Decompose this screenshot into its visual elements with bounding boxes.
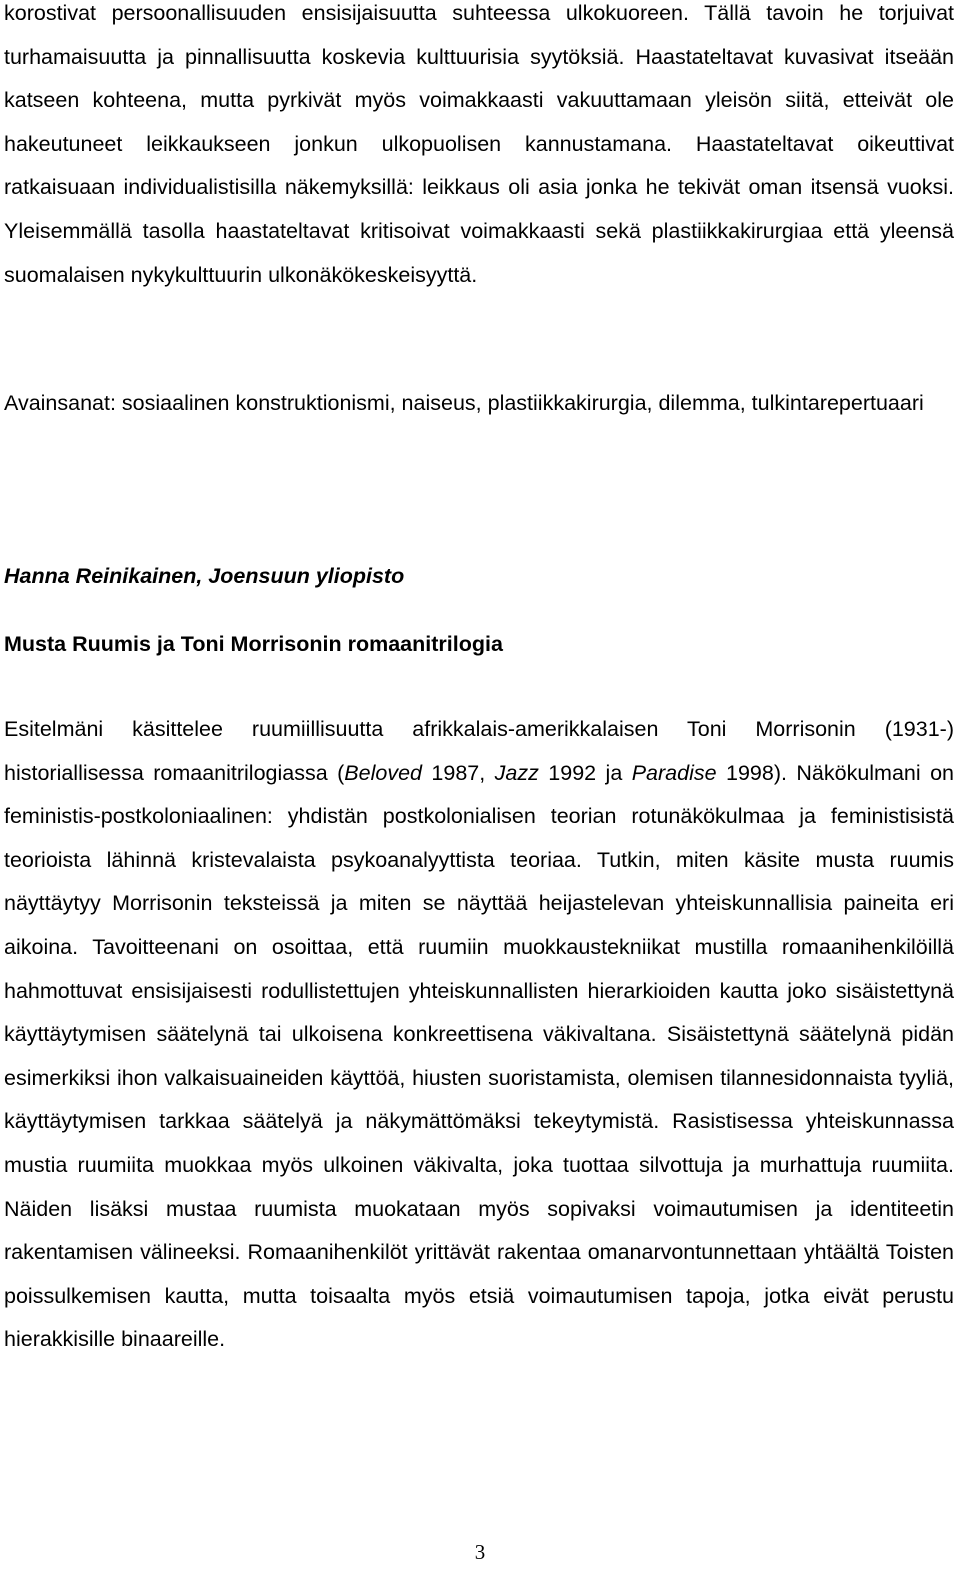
work-title-beloved: Beloved: [344, 760, 422, 785]
body-text-2: 1987,: [421, 760, 495, 785]
body-paragraph: [4, 708, 954, 1362]
body-text-4: 1998). Näkökulmani on feministis-postkoloniaalinen: yhdistän postkolonialisen teorian rotunäkökulmaa ja feministisistä teorioista lähinnä kristevalaista psykoanalyyttista teoriaa. Tutkin, miten käsite musta ruumis näyttäytyy Morrisonin teksteissä ja miten se näyttää heijastelevan yhteiskunnallisia paineita eri aikoina. Tavoitteenani on osoittaa, että ruumiin muokkaustekniikat mustilla romaanihenkilöillä hahmottuvat ensisijaisesti rodullistettujen yhteiskunnallisten hierarkioiden kautta joko sisäistettynä käyttäytymisen säätelynä tai ulkoisena konkreettisena väkivaltana. Sisäistettynä säätelynä pidän esimerkiksi ihon valkaisuaineiden käyttöä, hiusten suoristamista, olemisen tilannesidonnaista tyyliä, käyttäytymisen tarkkaa säätelyä ja näkymättömäksi tekeytymistä. Rasistisessa yhteiskunnassa mustia ruumiita muokkaa myös ulkoinen väkivalta, joka tuottaa silvottuja ja murhattuja ruumiita. Näiden lisäksi mustaa ruumista muokataan myös sopivaksi voimautumisen ja identiteetin rakentamisen välineeksi. Romaanihenkilöt yrittävät rakentaa omanarvontunnettaan yhtäältä Toisten poissulkemisen kautta, mutta toisaalta myös etsiä voimautumisen tapoja, jotka eivät perustu hierakkisille binaareille.: [4, 760, 954, 1352]
work-title-paradise: Paradise: [631, 760, 717, 785]
abstract-continued-paragraph: korostivat persoonallisuuden ensisijaisuutta suhteessa ulkokuoreen. Tällä tavoin he torjuivat turhamaisuutta ja pinnallisuutta koskevia kulttuurisia syytöksiä. Haastateltavat kuvasivat itseään katseen kohteena, mutta pyrkivät myös voimakkaasti vakuuttamaan yleisön siitä, etteivät ole hakeutuneet leikkaukseen jonkun ulkopuolisen kannustamana. Haastateltavat oikeuttivat ratkaisuaan individualistisilla näkemyksillä: leikkaus oli asia jonka he tekivät oman itsensä vuoksi. Yleisemmällä tasolla haastateltavat kritisoivat voimakkaasti sekä plastiikkakirurgiaa että yleensä suomalaisen nykykulttuurin ulkonäkökeskeisyyttä.: [4, 1, 954, 287]
presentation-title: Musta Ruumis ja Toni Morrisonin romaanitrilogia: [4, 632, 503, 656]
body-text-1: Esitelmäni käsittelee ruumiillisuutta afrikkalais-amerikkalaisen Toni Morrisonin (1931-) historiallisessa romaanitrilogiassa (: [4, 717, 954, 785]
body-text-3: 1992 ja: [538, 760, 632, 785]
keywords-paragraph: Avainsanat: sosiaalinen konstruktionismi, naiseus, plastiikkakirurgia, dilemma, tulkintarepertuaari: [4, 391, 924, 415]
page-number: 3: [474, 1540, 486, 1564]
work-title-jazz: Jazz: [494, 760, 539, 785]
author-line: Hanna Reinikainen, Joensuun yliopisto: [4, 564, 405, 588]
